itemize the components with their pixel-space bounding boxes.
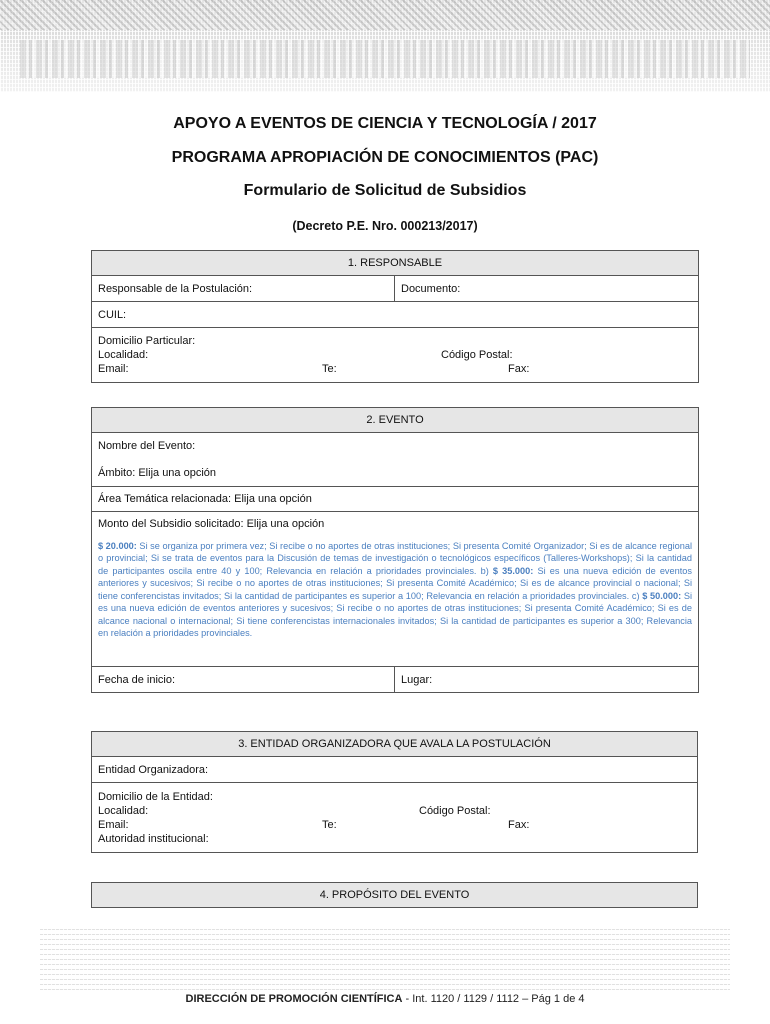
section-header: 1. RESPONSABLE: [92, 251, 699, 276]
domicilio-block[interactable]: [92, 328, 699, 383]
section-evento: [91, 407, 699, 693]
section-proposito: [91, 882, 698, 908]
cuil-field[interactable]: CUIL:: [92, 302, 699, 328]
header-banner-image: [0, 0, 770, 92]
desc-a: Si se organiza por primera vez; Si recibe o no aportes de otras instituciones; Si presenta Comité Organizador; Si es de alcance regional o provincial; Si se trata de eventos para la Discusión de temas de investigación o tecnológicos específicos (Talleres-Workshops); Si la cantidad de participantes oscila entre 40 y 100; Relevancia en relación a prioridades provinciales. b): [98, 540, 693, 576]
documento-field[interactable]: Documento:: [395, 276, 699, 302]
domicilio-label: Domicilio Particular:: [98, 335, 196, 347]
program-title: PROGRAMA APROPIACIÓN DE CONOCIMIENTOS (PAC): [171, 149, 599, 166]
te-label: Te:: [322, 363, 337, 375]
autoridad-label: Autoridad institucional:: [98, 832, 209, 845]
lugar-field[interactable]: Lugar:: [395, 667, 699, 693]
localidad-label: Localidad:: [98, 349, 149, 361]
decree-reference: (Decreto P.E. Nro. 000213/2017): [292, 219, 478, 233]
section-header: 2. EVENTO: [92, 408, 699, 433]
banner-faded-text: [20, 40, 750, 78]
ambito-select[interactable]: Ámbito: Elija una opción: [92, 460, 699, 487]
section-entidad: [91, 731, 698, 853]
banner-hatch-pattern: [0, 0, 770, 30]
domicilio-entidad-block[interactable]: [92, 783, 698, 853]
domicilio-entidad-label: Domicilio de la Entidad:: [98, 790, 213, 803]
desc-c: Si es una nueva edición de eventos anteriores y sucesivos; Si recibe o no aportes de otras instituciones; Si presenta Comité Académico; Si es de alcance nacional o internacional; Si tiene conferencistas internacionales invitados; Si la cantidad de participantes es superior a 300; Relevancia en relación a prioridades provinciales.: [98, 590, 693, 638]
section-responsable: [91, 250, 699, 383]
te-label: Te:: [322, 818, 337, 831]
monto-info-block: [92, 537, 699, 667]
email-label: Email:: [98, 818, 129, 831]
entidad-organizadora-field[interactable]: Entidad Organizadora:: [92, 757, 698, 783]
section-header: 4. PROPÓSITO DEL EVENTO: [92, 883, 698, 908]
nombre-evento-field[interactable]: Nombre del Evento:: [92, 433, 699, 460]
page-footer: [0, 993, 770, 1005]
fax-label: Fax:: [508, 818, 530, 831]
fax-label: Fax:: [508, 363, 530, 375]
codigo-postal-label: Código Postal:: [441, 349, 513, 361]
amount-a: $ 20.000:: [98, 540, 137, 551]
amount-c: $ 50.000:: [642, 590, 682, 601]
area-tematica-select[interactable]: Área Temática relacionada: Elija una opción: [92, 487, 699, 512]
section-header: 3. ENTIDAD ORGANIZADORA QUE AVALA LA POSTULACIÓN: [92, 732, 698, 757]
localidad-label: Localidad:: [98, 804, 149, 817]
responsable-field[interactable]: Responsable de la Postulación:: [92, 276, 395, 302]
amount-b: $ 35.000:: [492, 565, 534, 576]
email-label: Email:: [98, 363, 129, 375]
monto-subsidio-select[interactable]: Monto del Subsidio solicitado: Elija una opción: [92, 512, 699, 537]
codigo-postal-label: Código Postal:: [419, 804, 491, 817]
footer-org: DIRECCIÓN DE PROMOCIÓN CIENTÍFICA: [185, 993, 403, 1005]
fecha-inicio-field[interactable]: Fecha de inicio:: [92, 667, 395, 693]
desc-b: Si es una nueva edición de eventos anteriores y sucesivos; Si recibe o no aportes de otras instituciones; Si presenta Comité Académico; Si es de alcance provincial o nacional; Si tiene conferencistas invitados; Si la cantidad de participantes es superior a 100; Relevancia en relación a prioridades provinciales. c): [98, 565, 693, 601]
form-title: Formulario de Solicitud de Subsidios: [243, 182, 527, 199]
footer-info: - Int. 1120 / 1129 / 1112 – Pág 1 de 4: [402, 993, 585, 1005]
footer-faded-text: [40, 928, 730, 990]
monto-info-text: [98, 540, 692, 640]
page-title: APOYO A EVENTOS DE CIENCIA Y TECNOLOGÍA / 2017: [173, 115, 597, 132]
